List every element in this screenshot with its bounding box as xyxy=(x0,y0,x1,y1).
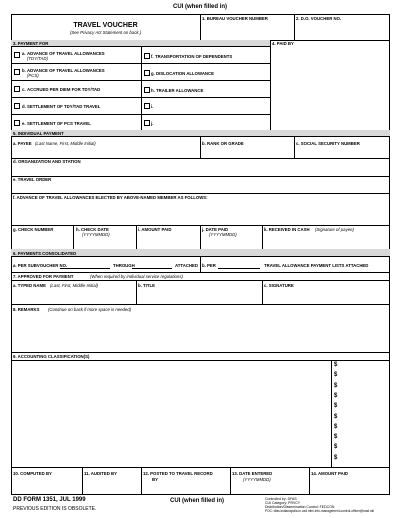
checkbox-advance-tdy[interactable] xyxy=(14,52,20,58)
controlled-by: Controlled by: DFAS xyxy=(265,497,297,501)
audited-by-label: 11. AUDITED BY xyxy=(84,471,118,476)
checkbox-settlement-tdy[interactable] xyxy=(14,103,20,109)
accounting-label: 9. ACCOUNTING CLASSIFICATION(S) xyxy=(13,354,90,359)
checkbox-item-i[interactable] xyxy=(144,103,150,109)
dollar-sign: $ xyxy=(334,392,338,399)
remarks-label: 8. REMARKS xyxy=(13,307,40,312)
rank-label: b. RANK OR GRADE xyxy=(202,141,244,146)
item-h-text: TRAILER ALLOWANCE xyxy=(156,88,204,93)
payment-lists-label: TRAVEL ALLOWANCE PAYMENT LISTS ATTACHED xyxy=(264,263,369,268)
check-date-label: h. CHECK DATE xyxy=(76,227,109,232)
title-label: b. TITLE xyxy=(138,283,155,288)
payee-label: a. PAYEE xyxy=(13,141,32,146)
bureau-voucher-field[interactable] xyxy=(200,21,294,40)
item-b-sub: (PCS) xyxy=(27,73,39,78)
item-g-text: DISLOCATION ALLOWANCE xyxy=(156,71,215,76)
paid-by-label: 4. PAID BY xyxy=(272,41,294,46)
received-cash-label: k. RECEIVED IN CASH xyxy=(264,227,310,232)
do-voucher-label: 2. D.O. VOUCHER NO. xyxy=(296,16,342,21)
do-voucher-field[interactable] xyxy=(294,21,390,40)
dollar-sign: $ xyxy=(334,423,338,430)
subvoucher-label: a. PER SUBVOUCHER NO. xyxy=(13,263,68,268)
date-paid-format: (YYYYMMDD) xyxy=(209,232,237,237)
item-j-label: j. xyxy=(151,121,154,126)
bureau-voucher-label: 1. BUREAU VOUCHER NUMBER xyxy=(202,16,268,21)
dollar-sign: $ xyxy=(334,413,338,420)
dollar-sign: $ xyxy=(334,403,338,410)
computed-by-label: 10. COMPUTED BY xyxy=(13,471,52,476)
item-d-text: SETTLEMENT OF TDY/TAD TRAVEL xyxy=(27,104,101,109)
dollar-sign: $ xyxy=(334,382,338,389)
amount-paid-total-label: 14. AMOUNT PAID xyxy=(311,471,349,476)
item-i-label: i. xyxy=(151,104,154,109)
payment-for-label: 3. PAYMENT FOR xyxy=(13,41,49,46)
item-f-label: f. xyxy=(151,54,154,59)
cui-footer: CUI (when filled in) xyxy=(170,498,224,504)
form-subtitle: (See Privacy Act Statement on back.) xyxy=(69,30,142,35)
poc: POC: dfas.indianapolis-in.ozd.mbx.info-management-control-officer@mail.mil xyxy=(265,509,374,513)
distribution-control: Distribution/Dissemination Control: FEDCON xyxy=(265,505,335,509)
cui-header: CUI (when filled in) xyxy=(173,4,227,10)
dollar-sign: $ xyxy=(334,454,338,461)
item-g-label: g. xyxy=(151,71,155,76)
item-a-sub: (TDY/TAD) xyxy=(27,56,48,61)
travel-order-label: e. TRAVEL ORDER xyxy=(13,177,52,182)
approved-label: 7. APPROVED FOR PAYMENT xyxy=(13,274,74,279)
through-label: THROUGH xyxy=(113,263,135,268)
checkbox-advance-pcs[interactable] xyxy=(14,69,20,75)
checkbox-trailer[interactable] xyxy=(144,87,150,93)
individual-payment-label: 5. INDIVIDUAL PAYMENT xyxy=(13,131,64,136)
org-label: d. ORGANIZATION AND STATION xyxy=(13,159,81,164)
item-b-text: ADVANCE OF TRAVEL ALLOWANCES xyxy=(27,68,105,73)
date-entered-label: 13. DATE ENTERED xyxy=(232,471,273,476)
checkbox-accrued-per-diem[interactable] xyxy=(14,86,20,92)
attached-label: ATTACHED xyxy=(175,263,198,268)
approved-hint: (When required by individual service regulations) xyxy=(90,274,183,279)
dollar-sign: $ xyxy=(334,434,338,441)
form-number: DD FORM 1351, JUL 1999 xyxy=(13,497,86,503)
cui-category: CUI Category: PRVCY xyxy=(265,501,301,505)
item-e-text: SETTLEMENT OF PCS TRAVEL xyxy=(27,121,91,126)
item-c-text: ACCRUED PER DIEM FOR TDY/TAD xyxy=(27,87,101,92)
item-d-label: d. xyxy=(22,104,26,109)
remarks-hint: (Continue on back if more space is needed) xyxy=(48,307,132,312)
item-e-label: e. xyxy=(22,121,26,126)
item-h-label: h. xyxy=(151,88,155,93)
advance-elected-label: f. ADVANCE OF TRAVEL ALLOWANCES ELECTED BY ABOVE-NAMED MEMBER AS FOLLOWS: xyxy=(13,195,208,200)
form-title: TRAVEL VOUCHER xyxy=(73,22,138,29)
previous-edition: PREVIOUS EDITION IS OBSOLETE. xyxy=(13,506,97,512)
checkbox-settlement-pcs[interactable] xyxy=(14,120,20,126)
date-entered-format: (YYYYMMDD) xyxy=(243,477,271,482)
item-a-label: a. xyxy=(22,51,26,56)
typed-name-label: a. TYPED NAME xyxy=(13,283,46,288)
ssn-label: c. SOCIAL SECURITY NUMBER xyxy=(296,141,360,146)
dollar-sign: $ xyxy=(334,362,338,368)
per-label: b. PER xyxy=(202,263,216,268)
check-number-label: g. CHECK NUMBER xyxy=(13,227,54,232)
item-a-text: ADVANCE OF TRAVEL ALLOWANCES xyxy=(27,51,105,56)
item-b-label: b. xyxy=(22,68,26,73)
check-date-format: (YYYYMMDD) xyxy=(82,232,110,237)
item-f-text: TRANSPORTATION OF DEPENDENTS xyxy=(155,54,233,59)
amount-paid-label: i. AMOUNT PAID xyxy=(138,227,172,232)
date-paid-label: j. DATE PAID xyxy=(202,227,229,232)
dollar-sign: $ xyxy=(334,372,338,379)
checkbox-dislocation[interactable] xyxy=(144,70,150,76)
payments-consolidated-label: 6. PAYMENTS CONSOLIDATED xyxy=(13,251,77,256)
posted-label: 12. POSTED TO TRAVEL RECORD xyxy=(143,471,213,476)
received-cash-hint: (Signature of payee) xyxy=(315,227,354,232)
posted-by-label: BY xyxy=(152,477,158,482)
item-c-label: c. xyxy=(22,87,26,92)
checkbox-transport-dependents[interactable] xyxy=(144,53,150,59)
checkbox-item-j[interactable] xyxy=(144,120,150,126)
payee-hint: (Last Name, First, Middle Initial) xyxy=(35,141,96,146)
typed-name-hint: (Last, First, Middle Initial) xyxy=(50,283,98,288)
dollar-sign: $ xyxy=(334,444,338,451)
signature-label: c. SIGNATURE xyxy=(264,283,294,288)
